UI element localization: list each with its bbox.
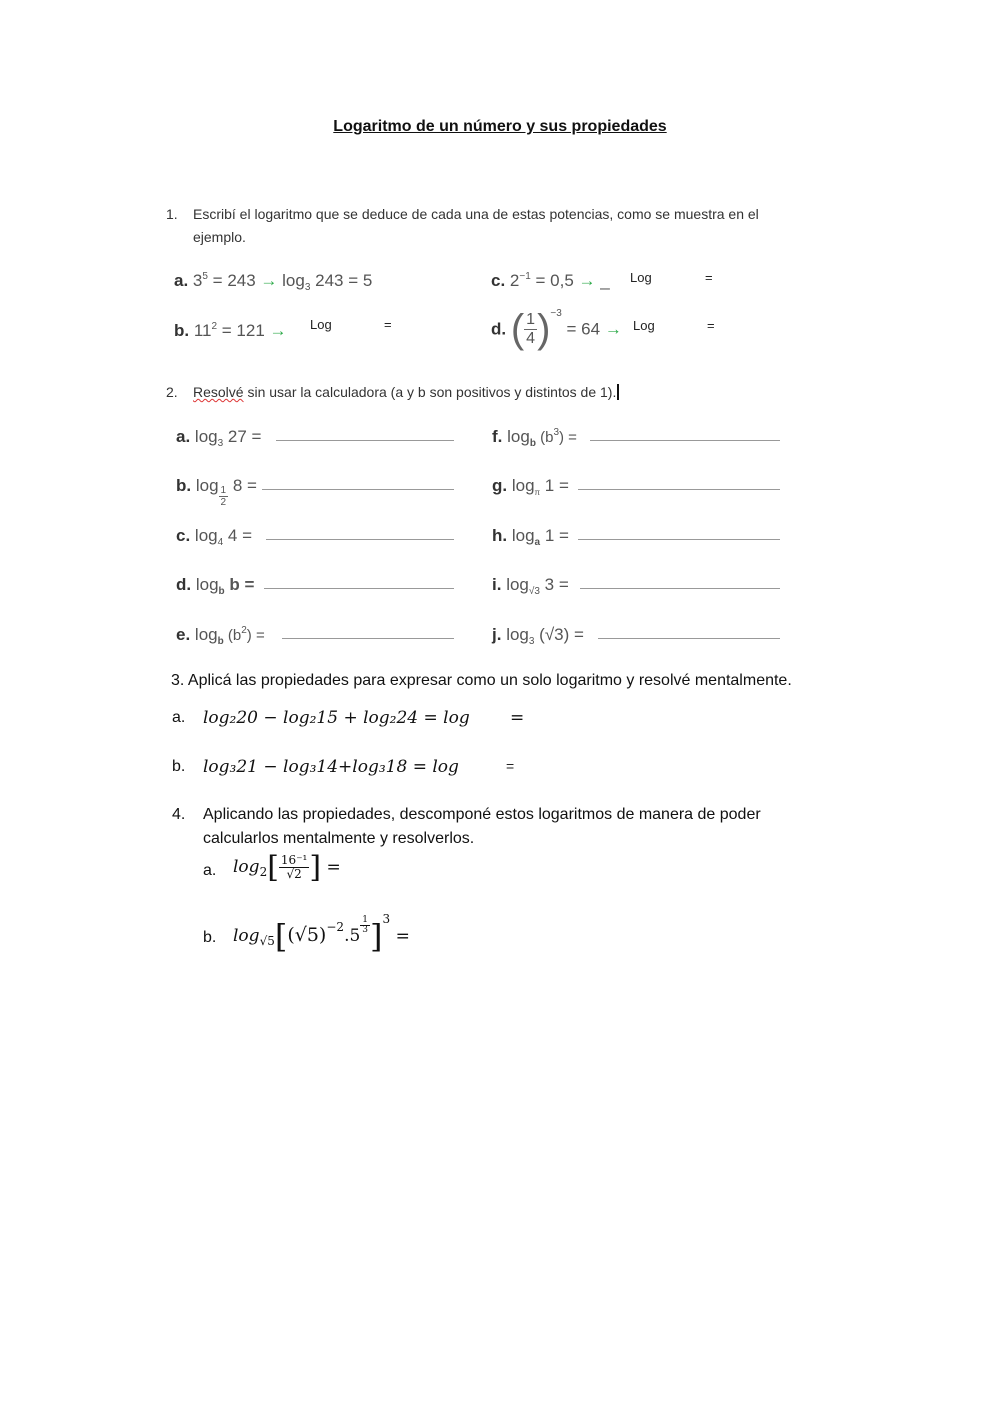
q1c-log-field[interactable]: Log <box>630 270 652 285</box>
q2c-base: 4 <box>217 537 224 548</box>
q4b-label: b. <box>203 929 217 946</box>
q2e-base: b <box>217 636 224 647</box>
q2i-answer-line[interactable] <box>580 588 780 589</box>
q1c-exp: −1 <box>519 271 531 282</box>
q2h-base: a <box>534 537 541 548</box>
q2-item-h <box>492 526 569 548</box>
q4a-expression <box>233 850 341 885</box>
q3b-label: b. <box>172 758 186 775</box>
q2j-log: log <box>506 625 529 644</box>
q2-text-rest: sin usar la calculadora (a y b son positivos y distintos de 1). <box>243 384 617 400</box>
q1a-log: log <box>277 271 305 290</box>
q1d-den: 4 <box>526 330 536 347</box>
arrow-icon: → <box>578 271 596 290</box>
q2-item-a <box>176 427 261 449</box>
q2d-log: log <box>195 575 219 594</box>
q1a-base: 3 <box>192 271 203 290</box>
q2-number: 2. <box>166 384 178 400</box>
q2h-arg: 1 = <box>540 526 569 545</box>
q4a-num: 16⁻¹ <box>280 853 308 867</box>
q1a-rest: = 243 <box>207 271 261 290</box>
q1-item-d <box>491 307 622 352</box>
q2i-label: i. <box>492 575 502 594</box>
q2g-log: log <box>511 476 535 495</box>
q2b-arg: 8 = <box>228 476 257 495</box>
q2g-label: g. <box>492 476 508 495</box>
q2g-arg: 1 = <box>540 476 569 495</box>
q2e-answer-line[interactable] <box>282 638 454 639</box>
q3a-label: a. <box>172 709 186 726</box>
q3a-expression: log₂20 − log₂15 + log₂24 = log <box>203 708 470 728</box>
page-title: Logaritmo de un número y sus propiedades <box>333 118 667 135</box>
q2j-answer-line[interactable] <box>598 638 780 639</box>
left-bracket-icon: [ <box>274 917 288 956</box>
q2-item-j <box>492 625 584 647</box>
q4b-equals[interactable]: = <box>395 926 410 947</box>
q2a-base: 3 <box>217 438 224 449</box>
q2-item-d <box>176 575 254 597</box>
q2-item-b <box>176 476 257 508</box>
arrow-icon: → <box>269 321 287 340</box>
q2d-arg: b = <box>224 575 255 594</box>
q4b-exp-num: 1 <box>362 915 369 925</box>
q2e-arg2: ) = <box>246 627 265 644</box>
q1d-rest: = 64 <box>561 319 605 339</box>
q2a-label: a. <box>176 427 191 446</box>
left-bracket-icon: [ <box>267 850 279 885</box>
q4b-exp-fraction <box>360 916 370 935</box>
q4a-label: a. <box>203 862 217 879</box>
q2e-label: e. <box>176 625 191 644</box>
q1b-exp: 2 <box>211 321 218 332</box>
q4b-inner: (√5) <box>287 924 327 946</box>
q2c-log: log <box>194 526 218 545</box>
q1c-eq-field[interactable]: = <box>705 270 713 285</box>
q2a-arg: 27 = <box>223 427 262 446</box>
q4b-exp1: −2 <box>326 920 345 934</box>
q4b-expression <box>233 912 410 956</box>
right-paren-icon: ) <box>537 307 551 351</box>
q2d-base: b <box>218 586 225 597</box>
q1c-label: c. <box>491 271 506 290</box>
q2j-arg: (√3) = <box>534 625 584 644</box>
q1a-logbase: 3 <box>304 282 311 293</box>
q2c-answer-line[interactable] <box>266 539 454 540</box>
q2e-exp: 2 <box>241 625 247 636</box>
q2j-label: j. <box>492 625 502 644</box>
q1d-log-field[interactable]: Log <box>633 318 655 333</box>
q2b-base-den: 2 <box>220 497 227 508</box>
q2g-base: π <box>534 488 541 497</box>
q4a-den: √2 <box>286 867 302 881</box>
q2f-arg: (b <box>535 429 554 446</box>
q2-item-c <box>176 526 252 548</box>
q1b-rest: = 121 <box>217 321 270 340</box>
q4-text-line1: Aplicando las propiedades, descomponé estos logaritmos de manera de poder <box>203 806 761 823</box>
q2f-label: f. <box>492 427 503 446</box>
q4a-equals[interactable]: = <box>326 857 341 878</box>
q2c-label: c. <box>176 526 191 545</box>
q2f-arg2: ) = <box>559 429 577 446</box>
q2-squiggle-word: Resolvé <box>193 384 244 400</box>
arrow-icon: → <box>260 271 278 290</box>
q2j-base: 3 <box>528 636 535 647</box>
q2a-answer-line[interactable] <box>276 440 454 441</box>
q1a-logrest: 243 = 5 <box>310 271 373 290</box>
q2h-answer-line[interactable] <box>578 539 780 540</box>
q1-item-b <box>174 321 287 341</box>
q3b-equals[interactable]: = <box>506 758 515 774</box>
q2b-label: b. <box>176 476 192 495</box>
q1-text-line2: ejemplo. <box>193 229 246 245</box>
q1-item-c <box>491 271 610 291</box>
q1d-exp: −3 <box>550 307 562 319</box>
q4b-outer-exp: 3 <box>382 912 391 926</box>
q1b-label: b. <box>174 321 190 340</box>
q2-item-e <box>176 625 265 647</box>
q1c-rest: = 0,5 <box>530 271 579 290</box>
q4-text-line2: calcularlos mentalmente y resolverlos. <box>203 830 475 847</box>
q2f-base: b <box>529 438 536 449</box>
right-bracket-icon: ] <box>370 917 383 956</box>
q2i-base: √3 <box>528 586 540 597</box>
text-cursor <box>617 384 619 400</box>
q2h-label: h. <box>492 526 508 545</box>
q4b-log: log <box>233 926 260 946</box>
q2a-log: log <box>194 427 218 446</box>
q2-item-f <box>492 427 577 449</box>
q4-number: 4. <box>172 806 186 823</box>
q2e-arg: (b <box>223 627 242 644</box>
q4b-base: √5 <box>259 934 275 948</box>
q2g-answer-line[interactable] <box>578 489 780 490</box>
right-bracket-icon: ] <box>309 850 322 885</box>
q1-text-line1: Escribí el logaritmo que se deduce de cada una de estas potencias, como se muestra en el <box>193 206 759 222</box>
q2-item-g <box>492 476 569 497</box>
q1b-log-field[interactable]: Log <box>310 317 332 332</box>
q2b-log: log <box>195 476 219 495</box>
q3-text: 3. Aplicá las propiedades para expresar como un solo logaritmo y resolvé mentalmente. <box>171 672 792 689</box>
q2c-arg: 4 = <box>223 526 253 545</box>
q1b-base: 11 <box>193 321 212 340</box>
q1-number: 1. <box>166 206 178 222</box>
q3a-equals[interactable]: = <box>510 708 525 728</box>
q2-item-i <box>492 575 569 597</box>
q2i-arg: 3 = <box>539 575 569 594</box>
q4a-base: 2 <box>259 865 268 879</box>
q1b-eq-field[interactable]: = <box>384 317 392 332</box>
q2b-base-num: 1 <box>220 485 227 496</box>
q1d-num: 1 <box>526 311 536 328</box>
q2f-exp: 3 <box>553 427 559 438</box>
q1a-exp: 5 <box>202 271 208 282</box>
q1-item-a <box>174 271 372 293</box>
q4b-mid: .5 <box>344 926 361 946</box>
q1c-blank: _ <box>600 271 610 290</box>
q2b-answer-line[interactable] <box>262 489 454 490</box>
q4a-fraction <box>279 854 309 881</box>
q2e-log: log <box>194 625 218 644</box>
q2h-log: log <box>511 526 535 545</box>
left-paren-icon: ( <box>510 307 525 351</box>
q1c-base: 2 <box>509 271 520 290</box>
q4a-log: log <box>233 857 260 877</box>
q2-text <box>193 384 619 400</box>
q2f-log: log <box>507 427 530 446</box>
q1d-label: d. <box>491 319 507 339</box>
q1d-eq-field[interactable]: = <box>707 318 715 333</box>
q2i-log: log <box>506 575 529 594</box>
q2d-answer-line[interactable] <box>264 588 454 589</box>
q3b-expression: log₃21 − log₃14+log₃18 = log <box>203 757 459 777</box>
q1d-fraction <box>524 311 537 348</box>
q1a-label: a. <box>174 271 189 290</box>
q2f-answer-line[interactable] <box>590 440 780 441</box>
q2d-label: d. <box>176 575 192 594</box>
q4b-exp-den: 3 <box>362 925 369 935</box>
q2b-base-fraction <box>219 485 229 508</box>
arrow-icon: → <box>604 319 622 339</box>
